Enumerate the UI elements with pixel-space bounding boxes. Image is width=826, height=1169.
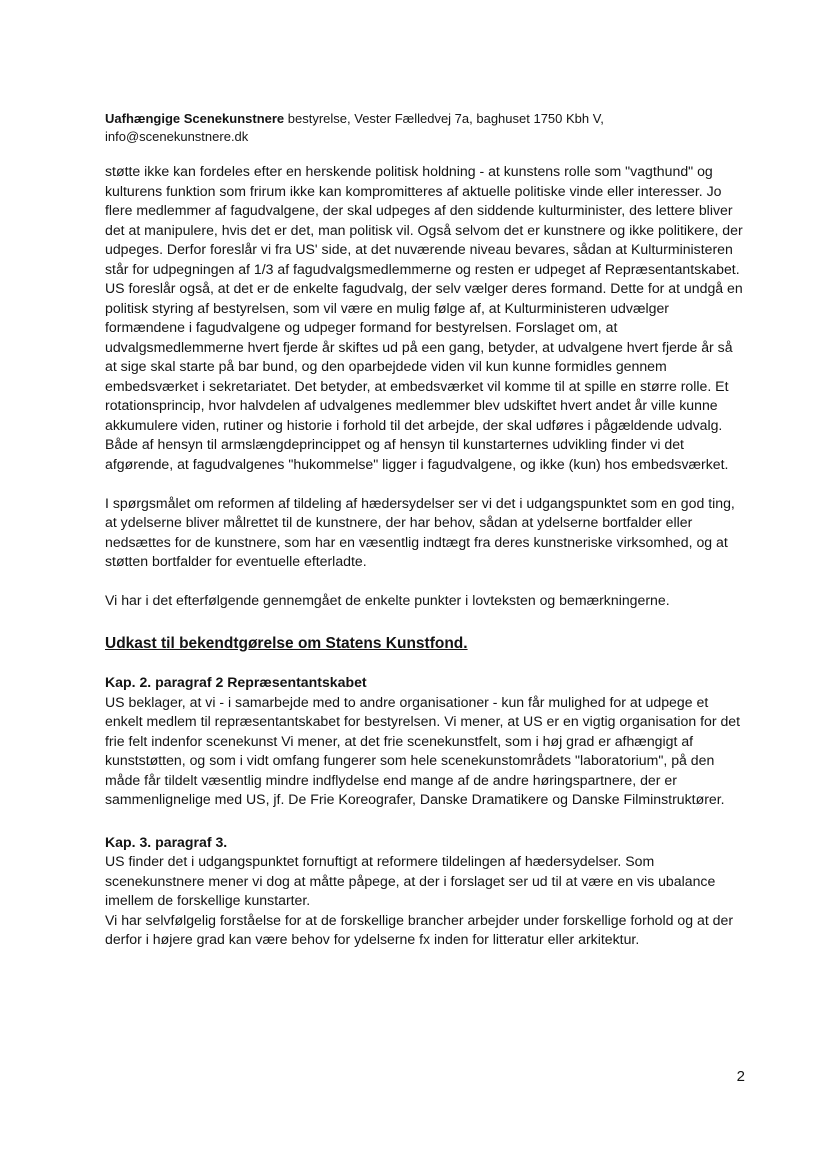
document-body — [105, 162, 745, 950]
section-title: Udkast til bekendtgørelse om Statens Kunstfond. — [105, 634, 468, 652]
kap3-paragraph-2: Vi har selvfølgelig forståelse for at de forskellige brancher arbejder under forskellige forhold og at der derfor i højere grad kan være behov for ydelserne fx inden for litteratur eller arkitektur. — [105, 911, 734, 947]
kap2-heading: Kap. 2. paragraf 2 Repræsentantskabet — [105, 674, 367, 690]
body-paragraph-1: støtte ikke kan fordeles efter en herskende politisk holdning - at kunstens rolle som "vagthund" og kulturens funktion som frirum ikke kan kompromitteres af aktuelle politiske vinde eller interesser. Jo flere medlemmer af fagudvalgene, der skal udpeges af den siddende kulturminister, des lettere bliver det at manipulere, hvis det er det, man politisk vil. Også selvom det er kunstnere og ikke politikere, der udpeges. Derfor foreslår vi fra US' side, at det nuværende niveau bevares, sådan at Kulturministeren står for udpegningen af 1/3 af fagudvalgsmedlemmerne og resten er udpeget af Repræsentantskabet. US foreslår også, at det er de enkelte fagudvalg, der selv vælger deres formand. Dette for at undgå en politisk styring af bestyrelsen, som vil være en mulig følge af, at Kulturministeren udvælger formændene i fagudvalgene og udpeger formand for bestyrelsen. Forslaget om, at udvalgsmedlemmerne hvert fjerde år skiftes ud på een gang, betyder, at udvalgene hvert fjerde år så at sige skal starte på bar bund, og den oparbejdede viden vil kun kunne formidles gennem embedsværket i sekretariatet. Det betyder, at embedsværket vil komme til at spille en større rolle. Et rotationsprincip, hvor halvdelen af udvalgenes medlemmer blev udskiftet hvert andet år ville kunne akkumulere viden, rutiner og historie i forhold til det arbejde, der skal udføres i pågældende udvalg. Både af hensyn til armslængdeprincippet og af hensyn til kunstarternes udvikling finder vi det afgørende, at fagudvalgenes "hukommelse" ligger i fagudvalgene, og ikke (kun) hos embedsværket. — [105, 163, 743, 472]
kap2-paragraph: US beklager, at vi - i samarbejde med to andre organisationer - kun får mulighed for at udpege et enkelt medlem til repræsentantskabet for bestyrelsen. Vi mener, at US er en vigtig organisation for det frie felt indenfor scenekunst Vi mener, at det frie scenekunstfelt, som i høj grad er afhængigt af kunststøtten, og som i vidt omfang fungerer som hele scenekunstområdets "laboratorium", på den måde får tildelt væsentlig mindre indflydelse end mange af de andre høringspartnere, der er sammenlignelige med US, jf. De Frie Koreografer, Danske Dramatikere og Danske Filminstruktører. — [105, 693, 741, 807]
organization-address: bestyrelse, Vester Fælledvej 7a, baghuset 1750 Kbh V, — [284, 111, 604, 126]
organization-email: info@scenekunstnere.dk — [105, 129, 249, 144]
kap3-paragraph-1: US finder det i udgangspunktet fornuftigt at reformere tildelingen af hædersydelser. Som scenekunstnere mener vi dog at måtte påpege, at der i forslaget ser ud til at være en vis ubalance imellem de forskellige kunstarter. — [105, 853, 716, 908]
letterhead-line — [105, 110, 745, 128]
body-paragraph-3: Vi har i det efterfølgende gennemgået de enkelte punkter i lovteksten og bemærkningerne. — [105, 592, 670, 608]
page-number: 2 — [736, 1068, 745, 1085]
body-paragraph-2: I spørgsmålet om reformen af tildeling af hædersydelser ser vi det i udgangspunktet som en god ting, at ydelserne bliver målrettet til de kunstnere, der har behov, sådan at ydelserne bortfalder eller nedsættes for de kunstnere, som har en væsentlig indtægt fra deres kunstneriske virksomhed, og at støtten bortfalder for eventuelle efterladte. — [105, 494, 735, 569]
letterhead — [105, 110, 745, 146]
organization-name: Uafhængige Scenekunstnere — [105, 111, 285, 126]
kap3-heading: Kap. 3. paragraf 3. — [105, 833, 228, 850]
